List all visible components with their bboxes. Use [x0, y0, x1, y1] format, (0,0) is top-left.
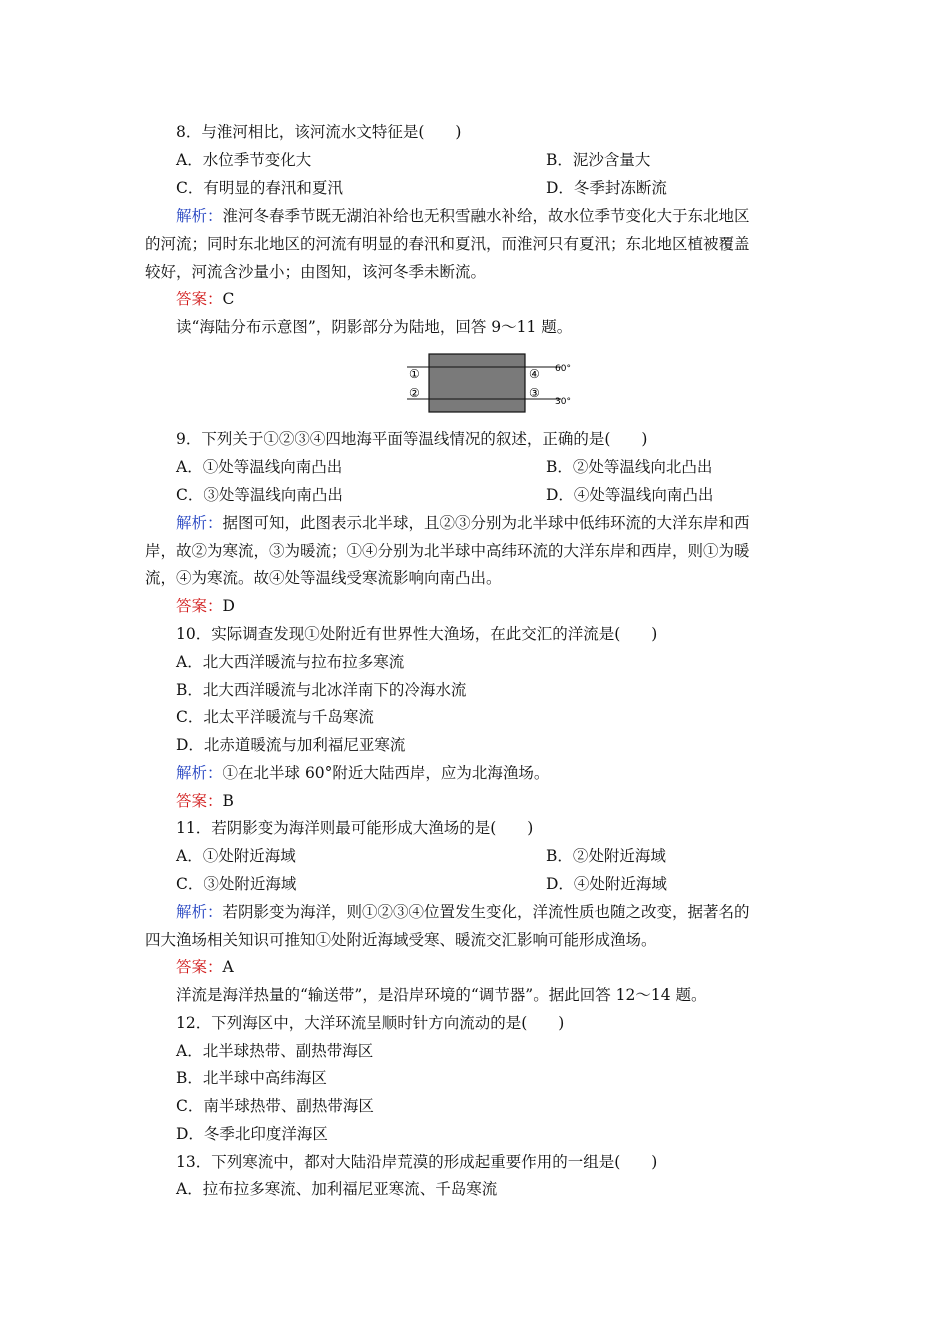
q10-option-b: B．北大西洋暖流与北冰洋南下的冷海水流 — [176, 681, 467, 699]
q8-stem: 8．与淮河相比，该河流水文特征是( ) — [176, 123, 462, 141]
q9-option-b: B．②处等温线向北凸出 — [546, 458, 713, 476]
q12-option-b: B．北半球中高纬海区 — [176, 1069, 327, 1087]
point-3-marker: ③ — [529, 386, 540, 400]
q12-option-a: A．北半球热带、副热带海区 — [176, 1042, 374, 1060]
point-4-marker: ④ — [529, 367, 540, 381]
q10-answer: 答案：B — [176, 792, 234, 810]
q11-option-a: A．①处附近海域 — [176, 847, 296, 865]
sea-land-distribution-diagram — [405, 350, 585, 416]
intro-12-14: 洋流是海洋热量的“输送带”，是沿岸环境的“调节器”。据此回答 12～14 题。 — [176, 986, 707, 1004]
q8-analysis-line-2: 的河流；同时东北地区的河流有明显的春汛和夏汛，而淮河只有夏汛；东北地区植被覆盖 — [145, 235, 750, 253]
q9-option-c: C．③处等温线向南凸出 — [176, 486, 343, 504]
q11-analysis-line-1: 解析：若阴影变为海洋，则①②③④位置发生变化，洋流性质也随之改变，据著名的 — [176, 903, 750, 921]
q9-option-a: A．①处等温线向南凸出 — [176, 458, 343, 476]
q9-stem: 9．下列关于①②③④四地海平面等温线情况的叙述，正确的是( ) — [176, 430, 648, 448]
intro-9-11: 读“海陆分布示意图”，阴影部分为陆地，回答 9～11 题。 — [176, 318, 573, 336]
q13-option-a: A．拉布拉多寒流、加利福尼亚寒流、千岛寒流 — [176, 1180, 498, 1198]
answer-label: 答案： — [176, 597, 223, 615]
q8-option-c: C．有明显的春汛和夏汛 — [176, 179, 343, 197]
q11-option-b: B．②处附近海域 — [546, 847, 666, 865]
latitude-60-label: 60° — [555, 364, 571, 374]
q12-option-c: C．南半球热带、副热带海区 — [176, 1097, 374, 1115]
q8-option-a: A．水位季节变化大 — [176, 151, 312, 169]
q13-stem: 13．下列寒流中，都对大陆沿岸荒漠的形成起重要作用的一组是( ) — [176, 1153, 658, 1171]
q8-option-b: B．泥沙含量大 — [546, 151, 651, 169]
q8-answer: 答案：C — [176, 290, 235, 308]
analysis-label: 解析： — [176, 764, 223, 782]
land-block — [429, 354, 525, 412]
q11-stem: 11．若阴影变为海洋则最可能形成大渔场的是( ) — [176, 819, 534, 837]
q10-stem: 10．实际调查发现①处附近有世界性大渔场，在此交汇的洋流是( ) — [176, 625, 658, 643]
answer-label: 答案： — [176, 958, 223, 976]
point-1-marker: ① — [409, 367, 420, 381]
answer-label: 答案： — [176, 792, 223, 810]
q11-option-c: C．③处附近海域 — [176, 875, 297, 893]
q11-analysis-line-2: 四大渔场相关知识可推知①处附近海域受寒、暖流交汇影响可能形成渔场。 — [145, 931, 657, 949]
q9-analysis-line-1: 解析：据图可知，此图表示北半球，且②③分别为北半球中低纬环流的大洋东岸和西 — [176, 514, 750, 532]
q8-option-d: D．冬季封冻断流 — [546, 179, 667, 197]
latitude-30-label: 30° — [555, 397, 571, 407]
q10-option-d: D．北赤道暖流与加利福尼亚寒流 — [176, 736, 406, 754]
q11-answer: 答案：A — [176, 958, 234, 976]
q12-option-d: D．冬季北印度洋海区 — [176, 1125, 328, 1143]
q10-option-a: A．北大西洋暖流与拉布拉多寒流 — [176, 653, 405, 671]
analysis-label: 解析： — [176, 514, 223, 532]
q9-analysis-line-3: 流，④为寒流。故④处等温线受寒流影响向南凸出。 — [145, 569, 502, 587]
analysis-label: 解析： — [176, 207, 223, 225]
q10-analysis-line-1: 解析：①在北半球 60°附近大陆西岸，应为北海渔场。 — [176, 764, 550, 782]
answer-label: 答案： — [176, 290, 223, 308]
q9-analysis-line-2: 岸，故②为寒流，③为暖流；①④分别为北半球中高纬环流的大洋东岸和西岸，则①为暖 — [145, 542, 750, 560]
analysis-label: 解析： — [176, 903, 223, 921]
point-2-marker: ② — [409, 386, 420, 400]
q9-option-d: D．④处等温线向南凸出 — [546, 486, 714, 504]
q11-option-d: D．④处附近海域 — [546, 875, 667, 893]
q8-analysis-line-3: 较好，河流含沙量小；由图知，该河冬季未断流。 — [145, 263, 487, 281]
q12-stem: 12．下列海区中，大洋环流呈顺时针方向流动的是( ) — [176, 1014, 565, 1032]
q9-answer: 答案：D — [176, 597, 235, 615]
q8-analysis-line-1: 解析：淮河冬春季节既无湖泊补给也无积雪融水补给，故水位季节变化大于东北地区 — [176, 207, 750, 225]
q10-option-c: C．北太平洋暖流与千岛寒流 — [176, 708, 374, 726]
